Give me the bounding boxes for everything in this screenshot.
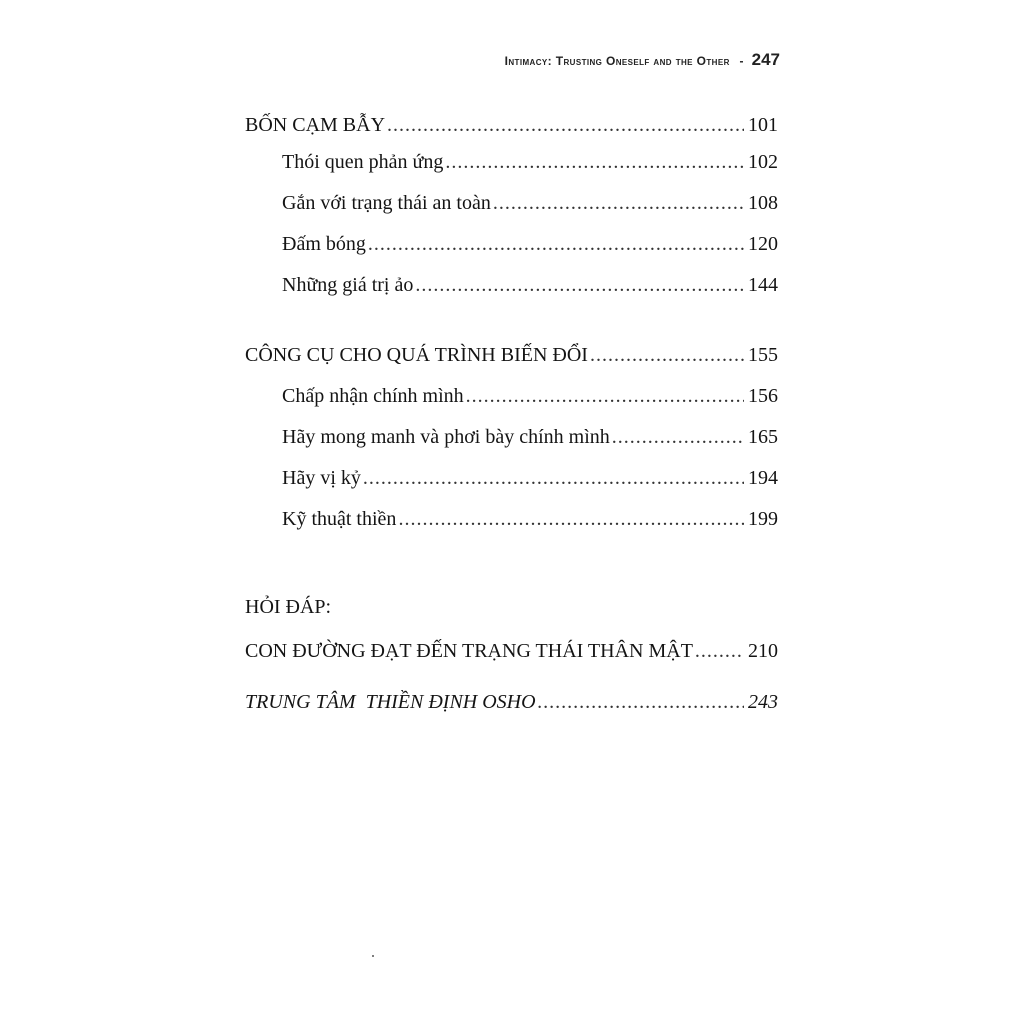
toc-entry-title: BỐN CẠM BẪY — [245, 114, 386, 136]
toc-entry-page: 101 — [748, 114, 778, 136]
toc-entry-page: 243 — [748, 691, 778, 713]
toc-entry — [245, 637, 778, 665]
toc-entry-title: Hãy vị kỷ — [282, 467, 361, 489]
toc-section-heading: HỎI ĐÁP: — [245, 596, 332, 618]
toc-entry-title: Kỹ thuật thiền — [282, 508, 397, 530]
dot-leader — [493, 189, 744, 217]
toc-entry-page: 108 — [748, 192, 778, 214]
toc-entry-page: 194 — [748, 467, 778, 489]
toc-entry-title: TRUNG TÂM THIỀN ĐỊNH OSHO — [245, 691, 536, 713]
print-speck — [372, 955, 374, 957]
toc-entry-title: CON ĐƯỜNG ĐẠT ĐẾN TRẠNG THÁI THÂN MẬT — [245, 640, 693, 662]
toc-entry — [282, 230, 778, 258]
dot-leader — [612, 423, 744, 451]
toc-entry-page: 155 — [748, 344, 778, 366]
dot-leader — [695, 637, 744, 665]
toc-entry-page: 102 — [748, 151, 778, 173]
toc-entry-title: Hãy mong manh và phơi bày chính mình — [282, 426, 610, 448]
dot-leader — [590, 341, 744, 369]
toc-entry — [282, 148, 778, 176]
toc-entry-title: CÔNG CỤ CHO QUÁ TRÌNH BIẾN ĐỔI — [245, 344, 588, 366]
dot-leader — [466, 382, 744, 410]
toc-entry — [245, 111, 778, 139]
toc-entry-title: Chấp nhận chính mình — [282, 385, 464, 407]
toc-entry-title: Đấm bóng — [282, 233, 366, 255]
toc-entry — [282, 382, 778, 410]
dot-leader — [445, 148, 744, 176]
dot-leader — [415, 271, 744, 299]
dot-leader — [538, 688, 744, 716]
toc-entry-page: 210 — [748, 640, 778, 662]
toc-entry-page: 165 — [748, 426, 778, 448]
toc-entry — [282, 423, 778, 451]
toc-entry-page: 199 — [748, 508, 778, 530]
toc-entry-page: 120 — [748, 233, 778, 255]
dot-leader — [368, 230, 744, 258]
running-head — [245, 50, 780, 70]
toc-entry-title: Những giá trị ảo — [282, 274, 414, 296]
running-head-title: Intimacy: Trusting Oneself and the Other — [504, 54, 730, 68]
toc-entry-title: Gắn với trạng thái an toàn — [282, 192, 491, 214]
toc-entry — [282, 464, 778, 492]
dot-leader — [387, 111, 744, 139]
running-head-separator: - — [739, 54, 744, 68]
toc-entry — [282, 271, 778, 299]
toc-entry-page: 144 — [748, 274, 778, 296]
dot-leader — [398, 505, 744, 533]
dot-leader — [363, 464, 744, 492]
page-number: 247 — [751, 50, 780, 69]
toc-entry — [282, 189, 778, 217]
toc-entry — [245, 688, 778, 716]
toc-entry-title: Thói quen phản ứng — [282, 151, 444, 173]
toc-entry — [282, 505, 778, 533]
toc-entry-page: 156 — [748, 385, 778, 407]
toc-entry — [245, 341, 778, 369]
